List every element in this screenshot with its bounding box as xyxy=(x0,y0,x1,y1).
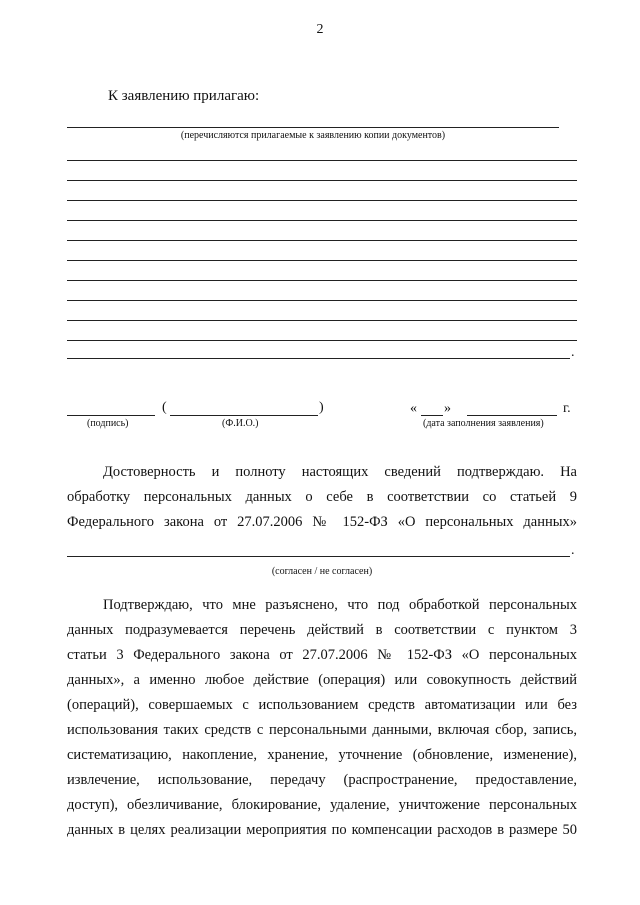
date-year-suffix: г. xyxy=(563,401,571,416)
confirmation-line: использования таких средств с персональными данными, включая сбор, запись, xyxy=(67,722,577,738)
confirmation-line: данных подразумевается перечень действий в соответствии с пунктом 3 xyxy=(67,622,577,638)
confirmation-line: извлечение, использование, передачу (распространение, предоставление, xyxy=(67,772,577,788)
attachment-input-line[interactable] xyxy=(67,220,577,221)
date-month-line[interactable] xyxy=(467,415,557,416)
signature-label: (подпись) xyxy=(87,418,129,429)
consent-line: обработку персональных данных о себе в соответствии со статьей 9 xyxy=(67,489,577,505)
date-quote-close: » xyxy=(444,401,451,416)
attachment-input-line[interactable] xyxy=(67,200,577,201)
attachment-input-line[interactable] xyxy=(67,300,577,301)
consent-paragraph xyxy=(67,460,577,535)
consent-end-dot: . xyxy=(571,543,575,558)
date-day-line[interactable] xyxy=(421,415,443,416)
attachments-caption: (перечисляются прилагаемые к заявлению копии документов) xyxy=(180,130,446,141)
consent-input-line[interactable] xyxy=(67,556,570,557)
attachment-input-line[interactable] xyxy=(67,358,570,359)
confirmation-line: доступ), обезличивание, блокирование, удаление, уничтожение персональных xyxy=(67,797,577,813)
attachment-input-line[interactable] xyxy=(67,160,577,161)
fio-paren-close: ) xyxy=(319,400,324,415)
attachment-input-line[interactable] xyxy=(67,180,577,181)
signature-line[interactable] xyxy=(67,415,155,416)
confirmation-paragraph xyxy=(67,593,577,843)
date-label: (дата заполнения заявления) xyxy=(423,418,544,429)
confirmation-line: Подтверждаю, что мне разъяснено, что под обработкой персональных xyxy=(103,597,577,613)
confirmation-line: данных», а именно любое действие (операция) или совокупность действий xyxy=(67,672,577,688)
consent-caption: (согласен / не согласен) xyxy=(271,566,373,577)
confirmation-line: данных в целях реализации мероприятия по компенсации расходов в размере 50 xyxy=(67,822,577,838)
fio-line[interactable] xyxy=(170,415,318,416)
page-number: 2 xyxy=(316,22,324,37)
attachment-input-line[interactable] xyxy=(67,340,577,341)
attachment-input-line[interactable] xyxy=(67,280,577,281)
attachment-input-line[interactable] xyxy=(67,240,577,241)
consent-line: Достоверность и полноту настоящих сведений подтверждаю. На xyxy=(103,464,577,480)
consent-line: Федерального закона от 27.07.2006 № 152-ФЗ «О персональных данных» xyxy=(67,514,577,530)
date-quote-open: « xyxy=(410,401,417,416)
confirmation-line: статьи 3 Федерального закона от 27.07.2006 № 152-ФЗ «О персональных xyxy=(67,647,577,663)
attachment-input-line[interactable] xyxy=(67,260,577,261)
fio-paren-open: ( xyxy=(162,400,167,415)
confirmation-line: систематизацию, накопление, хранение, уточнение (обновление, изменение), xyxy=(67,747,577,763)
confirmation-line: (операций), совершаемых с использованием средств автоматизации или без xyxy=(67,697,577,713)
attachments-heading: К заявлению прилагаю: xyxy=(108,88,260,104)
attachment-input-line[interactable] xyxy=(67,127,559,128)
attachment-input-line[interactable] xyxy=(67,320,577,321)
attachments-end-dot: . xyxy=(571,345,575,360)
fio-label: (Ф.И.О.) xyxy=(222,418,259,429)
